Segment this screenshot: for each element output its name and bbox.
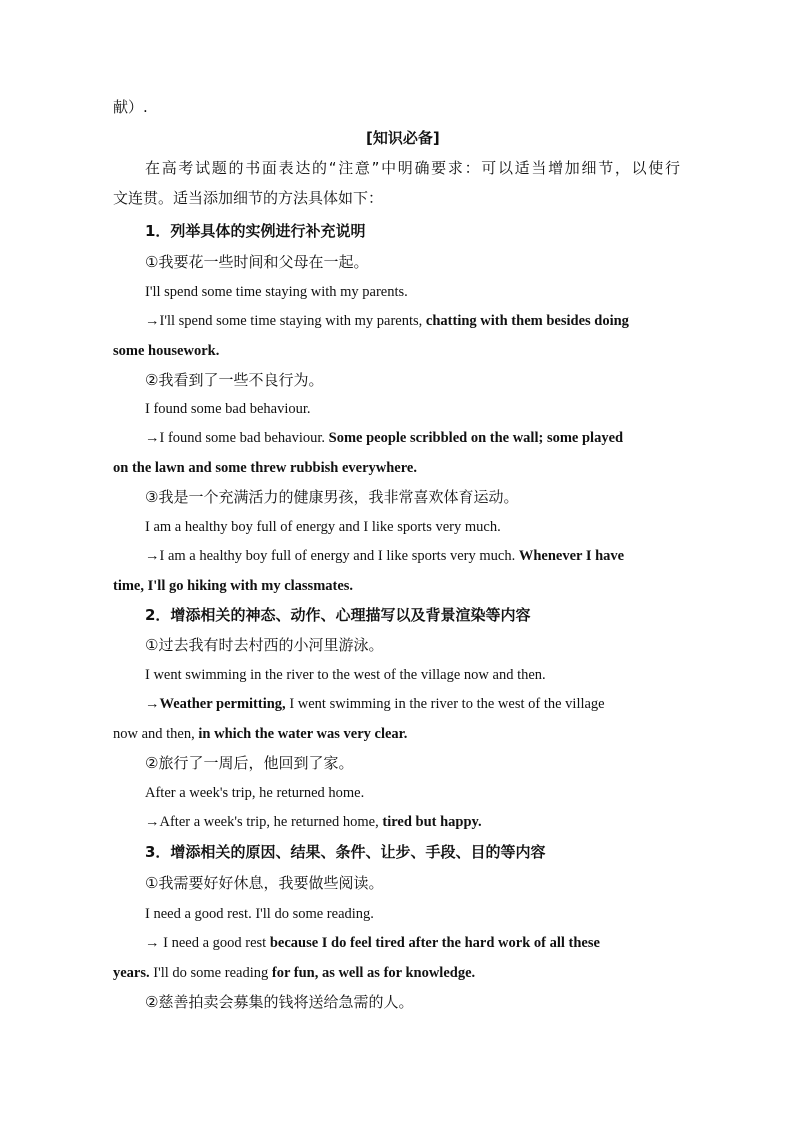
heading-2: 2．增添相关的神态、动作、心理描写以及背景渲染等内容 [145, 606, 531, 624]
example-2-chinese: ②我看到了一些不良行为。 [145, 371, 324, 389]
example-6-expanded-line-1 [145, 933, 600, 953]
example-4-added-detail-1: Weather permitting, [159, 696, 286, 712]
example-1-expanded-line-1 [145, 311, 629, 331]
example-4-chinese: ①过去我有时去村西的小河里游泳。 [145, 636, 384, 654]
example-2-added-detail: Some people scribbled on the wall; some played [328, 430, 624, 446]
example-5-plain-text: →After a week's trip, he returned home, [145, 814, 383, 830]
example-4-expanded-line-2 [113, 724, 407, 744]
heading-3: 3．增添相关的原因、结果、条件、让步、手段、目的等内容 [145, 843, 546, 861]
example-3-english: I am a healthy boy full of energy and I like sports very much. [145, 519, 501, 535]
example-4-expanded-line-1 [145, 694, 605, 714]
example-6-expanded-line-2 [113, 963, 475, 983]
intro-paragraph-line-1: 在高考试题的书面表达的“注意”中明确要求：可以适当增加细节，以使行 [145, 159, 680, 177]
example-2-expanded-line-1 [145, 428, 623, 448]
example-5-english: After a week's trip, he returned home. [145, 785, 365, 801]
example-6-added-detail-3: for fun, as well as for knowledge. [271, 965, 476, 981]
example-4-english: I went swimming in the river to the west of the village now and then. [145, 667, 546, 683]
example-3-expanded-line-2: time, I'll go hiking with my classmates. [113, 578, 354, 594]
example-1-added-detail: chatting with them besides doing [425, 313, 629, 329]
example-3-expanded-line-1 [145, 546, 624, 566]
example-5-chinese: ②旅行了一周后，他回到了家。 [145, 754, 354, 772]
example-1-english: I'll spend some time staying with my parents. [145, 284, 408, 300]
example-1-plain-text: →I'll spend some time staying with my parents, [145, 313, 426, 329]
example-4-plain-text-2: now and then, [113, 726, 199, 742]
example-4-arrow: → [145, 696, 160, 712]
example-2-english: I found some bad behaviour. [145, 401, 311, 417]
heading-1: 1．列举具体的实例进行补充说明 [145, 222, 366, 240]
example-1-expanded-line-2: some housework. [113, 343, 220, 359]
example-6-plain-text-2: I'll do some reading [149, 965, 272, 981]
example-6-english: I need a good rest. I'll do some reading. [145, 906, 374, 922]
example-5-added-detail: tired but happy. [382, 814, 482, 830]
example-4-added-detail-2: in which the water was very clear. [198, 726, 408, 742]
continuation-text: 献）. [113, 98, 148, 116]
example-7-chinese: ②慈善拍卖会募集的钱将送给急需的人。 [145, 993, 414, 1011]
example-2-expanded-line-2: on the lawn and some threw rubbish everywhere. [113, 460, 417, 476]
example-3-chinese: ③我是一个充满活力的健康男孩，我非常喜欢体育运动。 [145, 488, 519, 506]
intro-paragraph-line-2: 文连贯。适当添加细节的方法具体如下： [113, 189, 384, 207]
example-5-expanded-line [145, 812, 482, 832]
example-2-plain-text: →I found some bad behaviour. [145, 430, 329, 446]
example-3-plain-text: →I am a healthy boy full of energy and I like sports very much. [145, 548, 519, 564]
example-6-chinese: ①我需要好好休息，我要做些阅读。 [145, 874, 384, 892]
example-4-plain-text: I went swimming in the river to the west of the village [285, 696, 605, 712]
example-1-chinese: ①我要花一些时间和父母在一起。 [145, 253, 369, 271]
section-heading: [知识必备] [366, 129, 440, 147]
example-6-added-detail-1: because I do feel tired after the hard work of all these [269, 935, 600, 951]
example-6-plain-text: → I need a good rest [145, 935, 270, 951]
example-3-added-detail: Whenever I have [518, 548, 625, 564]
example-6-added-detail-2: years. [113, 965, 150, 981]
